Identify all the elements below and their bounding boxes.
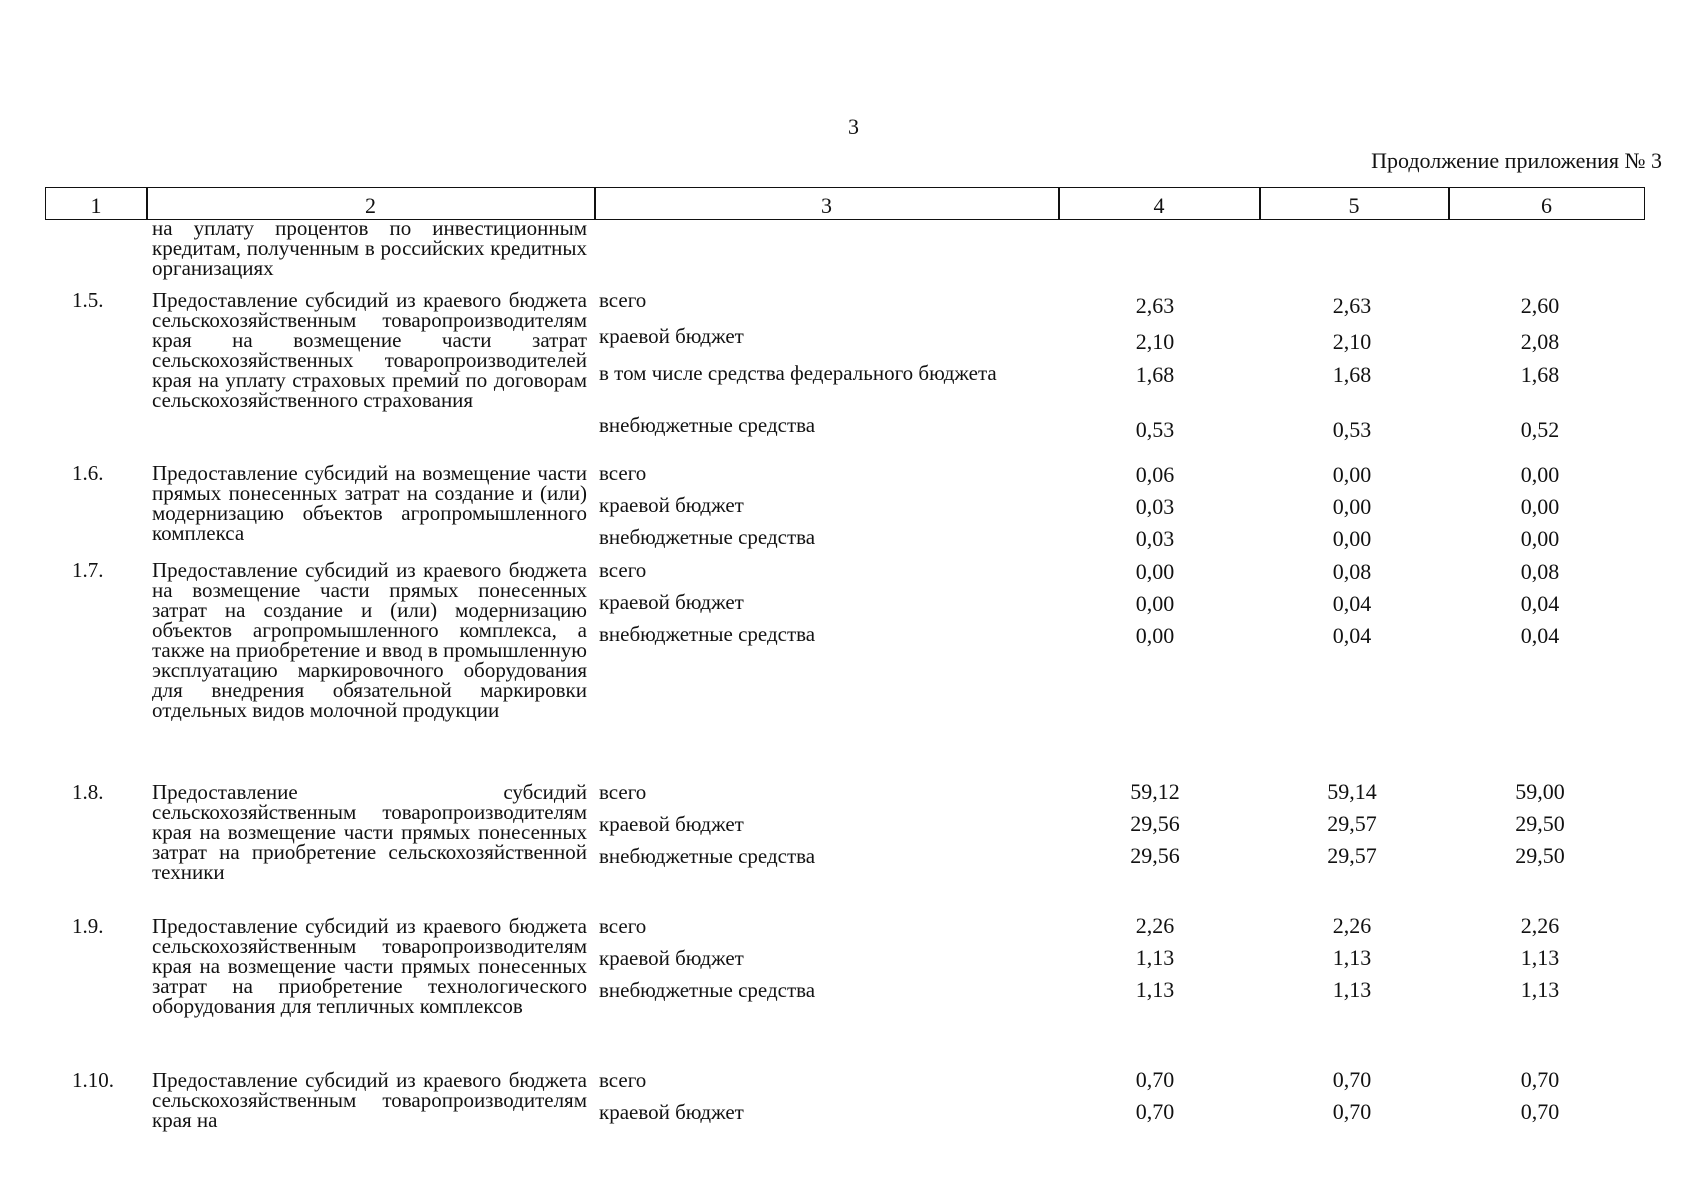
value-col-4: 0,70 bbox=[1135, 1067, 1175, 1092]
funding-source: краевой бюджет bbox=[599, 590, 744, 614]
funding-source: всего bbox=[599, 1068, 647, 1092]
value-col-4: 2,26 bbox=[1135, 913, 1175, 938]
value-col-4: 0,03 bbox=[1135, 494, 1175, 519]
value-col-4: 0,53 bbox=[1135, 417, 1175, 442]
value-col-5: 2,26 bbox=[1332, 913, 1372, 938]
value-col-5: 1,13 bbox=[1332, 977, 1372, 1002]
funding-source: краевой бюджет bbox=[599, 324, 744, 348]
value-col-6: 2,26 bbox=[1520, 913, 1560, 938]
funding-source: всего bbox=[599, 558, 647, 582]
value-col-4: 1,68 bbox=[1135, 362, 1175, 387]
row-number: 1.6. bbox=[72, 461, 104, 485]
header-col-6: 6 bbox=[1541, 193, 1552, 218]
value-col-5: 1,68 bbox=[1332, 362, 1372, 387]
value-col-5: 0,70 bbox=[1332, 1099, 1372, 1124]
value-col-6: 0,70 bbox=[1520, 1099, 1560, 1124]
value-col-4: 0,03 bbox=[1135, 526, 1175, 551]
value-col-6: 29,50 bbox=[1515, 811, 1565, 836]
funding-source: всего bbox=[599, 780, 647, 804]
value-col-5: 1,13 bbox=[1332, 945, 1372, 970]
value-col-4: 59,12 bbox=[1130, 779, 1180, 804]
value-col-4: 1,13 bbox=[1135, 977, 1175, 1002]
value-col-4: 0,70 bbox=[1135, 1099, 1175, 1124]
value-col-5: 0,04 bbox=[1332, 591, 1372, 616]
value-col-6: 2,08 bbox=[1520, 329, 1560, 354]
value-col-4: 0,00 bbox=[1135, 591, 1175, 616]
value-col-6: 0,00 bbox=[1520, 526, 1560, 551]
value-col-4: 2,63 bbox=[1135, 293, 1175, 318]
header-col-1: 1 bbox=[90, 193, 102, 218]
value-col-5: 29,57 bbox=[1327, 843, 1377, 868]
value-col-4: 1,13 bbox=[1135, 945, 1175, 970]
value-col-6: 0,52 bbox=[1520, 417, 1560, 442]
row-number: 1.8. bbox=[72, 780, 104, 804]
value-col-5: 0,00 bbox=[1332, 526, 1372, 551]
value-col-5: 0,00 bbox=[1332, 494, 1372, 519]
value-col-5: 2,10 bbox=[1332, 329, 1372, 354]
header-col-4: 4 bbox=[1153, 193, 1165, 218]
header-col-2: 2 bbox=[365, 193, 376, 218]
funding-source: краевой бюджет bbox=[599, 493, 744, 517]
funding-source: внебюджетные средства bbox=[599, 413, 816, 437]
funding-source: внебюджетные средства bbox=[599, 622, 816, 646]
value-col-6: 0,00 bbox=[1520, 462, 1560, 487]
value-col-6: 0,04 bbox=[1520, 591, 1560, 616]
page-number: 3 bbox=[848, 114, 859, 139]
value-col-5: 0,04 bbox=[1332, 623, 1372, 648]
row-number: 1.9. bbox=[72, 914, 104, 938]
row-description: Предоставление субсидий из краевого бюджета сельскохозяйственным товаропроизводителям края на bbox=[152, 1068, 587, 1132]
row-description: Предоставление субсидий на возмещение части прямых понесенных затрат на создание и (или) модернизацию объектов агропромышленного комплекса bbox=[152, 461, 587, 545]
row-description: Предоставление субсидий из краевого бюджета сельскохозяйственным товаропроизводителям края на возмещение части затрат сельскохозяйственных товаропроизводителей края на уплату страховых премий по договорам сельскохозяйственного страхования bbox=[152, 288, 587, 412]
value-col-5: 29,57 bbox=[1327, 811, 1377, 836]
funding-source: краевой бюджет bbox=[599, 1100, 744, 1124]
value-col-4: 0,06 bbox=[1135, 462, 1175, 487]
value-col-5: 59,14 bbox=[1327, 779, 1377, 804]
value-col-5: 0,70 bbox=[1332, 1067, 1372, 1092]
value-col-6: 2,60 bbox=[1520, 293, 1560, 318]
funding-source: всего bbox=[599, 288, 647, 312]
value-col-6: 1,68 bbox=[1520, 362, 1560, 387]
funding-source: внебюджетные средства bbox=[599, 978, 816, 1002]
value-col-4: 2,10 bbox=[1135, 329, 1175, 354]
value-col-6: 0,04 bbox=[1520, 623, 1560, 648]
value-col-6: 59,00 bbox=[1515, 779, 1565, 804]
funding-source: краевой бюджет bbox=[599, 812, 744, 836]
value-col-5: 0,08 bbox=[1332, 559, 1372, 584]
row-description: Предоставление субсидий из краевого бюджета на возмещение части прямых понесенных затрат на создание и (или) модернизацию объектов агропромышленного комплекса, а также на приобретение и ввод в промышленную эксплуатацию маркировочного оборудования для внедрения обязательной маркировки отдельных видов молочной продукции bbox=[152, 558, 587, 722]
header-col-3: 3 bbox=[821, 193, 832, 218]
value-col-6: 29,50 bbox=[1515, 843, 1565, 868]
row-description: Предоставление субсидий сельскохозяйственным товаропроизводителям края на возмещение части прямых понесенных затрат на приобретение сельскохозяйственной техники bbox=[152, 780, 587, 884]
value-col-6: 0,00 bbox=[1520, 494, 1560, 519]
funding-source: всего bbox=[599, 914, 647, 938]
row-description: Предоставление субсидий из краевого бюджета сельскохозяйственным товаропроизводителям края на возмещение части прямых понесенных затрат на приобретение технологического оборудования для тепличных комплексов bbox=[152, 914, 587, 1018]
value-col-6: 0,70 bbox=[1520, 1067, 1560, 1092]
value-col-5: 2,63 bbox=[1332, 293, 1372, 318]
appendix-continuation-note: Продолжение приложения № 3 bbox=[1371, 148, 1662, 173]
value-col-6: 0,08 bbox=[1520, 559, 1560, 584]
funding-source: краевой бюджет bbox=[599, 946, 744, 970]
value-col-4: 0,00 bbox=[1135, 623, 1175, 648]
value-col-5: 0,00 bbox=[1332, 462, 1372, 487]
value-col-6: 1,13 bbox=[1520, 977, 1560, 1002]
value-col-4: 0,00 bbox=[1135, 559, 1175, 584]
value-col-4: 29,56 bbox=[1130, 811, 1180, 836]
row-number: 1.5. bbox=[72, 288, 104, 312]
row-number: 1.10. bbox=[72, 1068, 114, 1092]
funding-source: внебюджетные средства bbox=[599, 844, 816, 868]
value-col-4: 29,56 bbox=[1130, 843, 1180, 868]
header-col-5: 5 bbox=[1348, 193, 1360, 218]
funding-source: внебюджетные средства bbox=[599, 525, 816, 549]
funding-source: в том числе средства федерального бюджета bbox=[599, 361, 997, 385]
value-col-6: 1,13 bbox=[1520, 945, 1560, 970]
funding-source: всего bbox=[599, 461, 647, 485]
row-number: 1.7. bbox=[72, 558, 104, 582]
carryover-description: на уплату процентов по инвестиционным кредитам, полученным в российских кредитных организациях bbox=[152, 216, 587, 280]
value-col-5: 0,53 bbox=[1332, 417, 1372, 442]
